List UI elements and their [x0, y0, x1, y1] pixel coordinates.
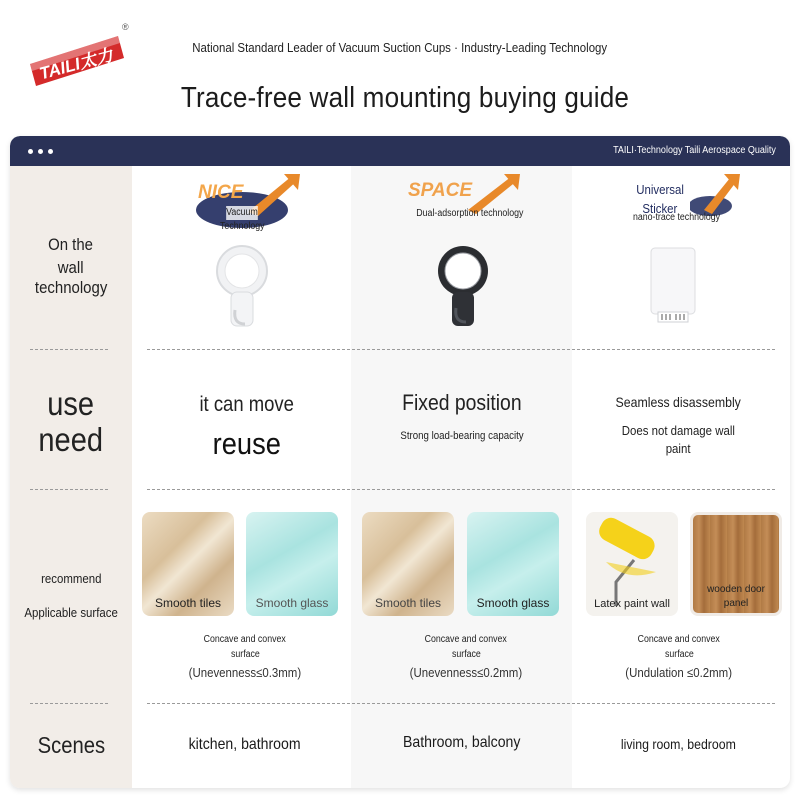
surface-tile-wooden-door: wooden door panel	[690, 512, 782, 616]
technology-label-col1: Vacuum Technology	[219, 207, 265, 232]
surface-tile-smooth-tiles: Smooth tiles	[142, 512, 234, 616]
brand-logo	[26, 22, 129, 84]
row-label-technology: On the wall technology	[34, 235, 108, 297]
use-col3-line1: Seamless disassembly	[615, 394, 741, 410]
dual-adsorption-hook-image	[436, 244, 490, 328]
surface-tile-latex-paint: Latex paint wall	[586, 512, 678, 616]
row-divider	[30, 489, 108, 490]
row-divider	[30, 703, 108, 704]
surface-note-col3: Concave and convex surface (Undulation ≤0.2mm)	[625, 634, 733, 680]
use-col2-line1: Fixed position	[402, 390, 522, 415]
nice-badge: NICE	[188, 172, 306, 234]
space-badge: SPACE	[406, 172, 528, 222]
technology-label-col2: Dual-adsorption technology	[416, 208, 524, 219]
scene-col1: kitchen, bathroom	[189, 736, 301, 753]
surface-note-col2: Concave and convex surface (Unevenness≤0.2mm)	[409, 634, 523, 680]
use-col3-line2: Does not damage wall paint	[621, 423, 735, 456]
row-divider	[30, 349, 108, 350]
surface-note-col1: Concave and convex surface (Unevenness≤0.3mm)	[188, 634, 302, 680]
row-divider	[147, 489, 775, 490]
use-col2-line2: Strong load-bearing capacity	[400, 430, 524, 442]
scene-col3: living room, bedroom	[620, 736, 736, 752]
use-col1-line2: reuse	[212, 426, 282, 461]
panel-header-caption: TAILI·Technology Taili Aerospace Quality	[613, 145, 776, 156]
page-title: Trace-free wall mounting buying guide	[180, 82, 630, 114]
scene-col2: Bathroom, balcony	[403, 734, 521, 751]
registered-mark: ®	[122, 22, 129, 32]
vacuum-hook-image	[215, 244, 269, 330]
row-divider	[147, 703, 775, 704]
surface-tile-smooth-tiles: Smooth tiles	[362, 512, 454, 616]
use-col1-line1: it can move	[199, 393, 295, 416]
row-label-use-need: use need	[38, 385, 104, 458]
window-dots	[28, 149, 53, 154]
row-divider	[147, 349, 775, 350]
row-label-surface: recommend Applicable surface	[24, 571, 118, 620]
technology-label-col3: nano-trace technology	[632, 212, 720, 223]
panel-header-bar	[10, 136, 790, 166]
header-tagline: National Standard Leader of Vacuum Suction Cups · Industry-Leading Technology	[192, 40, 608, 55]
row-label-scenes: Scenes	[37, 732, 105, 758]
surface-tile-smooth-glass: Smooth glass	[467, 512, 559, 616]
logo-text: TAILI太力	[37, 45, 115, 84]
universal-sticker-badge: Universal Sticker	[636, 182, 684, 216]
comparison-panel	[10, 136, 790, 788]
surface-tile-smooth-glass: Smooth glass	[246, 512, 338, 616]
nano-sticker-image	[648, 246, 698, 330]
